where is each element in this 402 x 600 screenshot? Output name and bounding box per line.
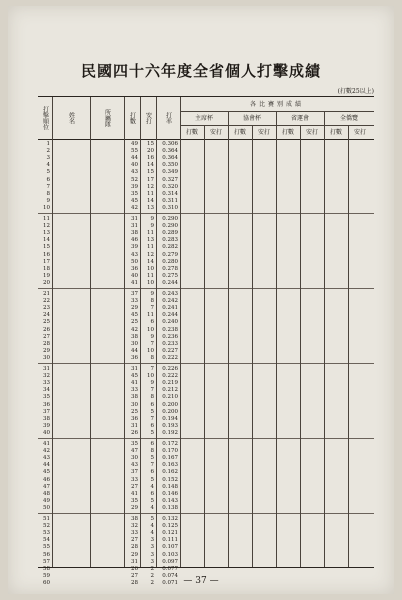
cell-avg: 0.280 — [162, 258, 178, 265]
cell-rank: 31 — [43, 366, 50, 372]
cell-rank: 60 — [43, 579, 50, 586]
cell-rank: 3 — [46, 155, 50, 162]
cell-h: 8 — [150, 394, 154, 401]
grid-line — [180, 111, 374, 112]
cell-ab: 31 — [131, 216, 138, 222]
stats-table — [38, 96, 374, 586]
cell-ab: 27 — [131, 483, 138, 490]
cell-rank: 33 — [43, 380, 50, 387]
header-sub-3: 全僑覽 — [339, 114, 358, 122]
cell-ab: 25 — [131, 408, 138, 415]
cell-avg: 0.152 — [162, 476, 178, 483]
cell-rank: 32 — [43, 373, 50, 380]
cell-avg: 0.244 — [162, 312, 178, 319]
cell-h: 2 — [150, 579, 154, 586]
cell-ab: 36 — [131, 354, 138, 361]
cell-h: 10 — [147, 279, 154, 286]
cell-avg: 0.200 — [162, 408, 178, 415]
cell-rank: 7 — [46, 183, 50, 190]
cell-avg: 0.200 — [162, 401, 178, 408]
cell-avg: 0.327 — [162, 176, 178, 183]
cell-ab: 36 — [131, 265, 138, 272]
cell-avg: 0.290 — [162, 216, 178, 222]
cell-ab: 47 — [131, 448, 138, 455]
cell-ab: 27 — [131, 537, 138, 544]
cell-h: 20 — [147, 148, 154, 155]
header-subcol-3-1: 安打 — [353, 128, 366, 136]
cell-rank: 56 — [43, 551, 50, 558]
cell-avg: 0.238 — [162, 326, 178, 333]
cell-ab: 25 — [131, 319, 138, 326]
cell-h: 3 — [150, 551, 154, 558]
cell-ab: 50 — [131, 258, 138, 265]
cell-h: 7 — [150, 415, 154, 422]
cell-avg: 0.279 — [162, 251, 178, 258]
cell-avg: 0.132 — [162, 516, 178, 522]
cell-avg: 0.240 — [162, 319, 178, 326]
cell-rank: 10 — [43, 204, 50, 211]
cell-rank: 26 — [43, 326, 50, 333]
cell-avg: 0.074 — [162, 572, 178, 579]
cell-ab: 35 — [131, 441, 138, 447]
cell-avg: 0.219 — [162, 380, 178, 387]
cell-avg: 0.192 — [162, 429, 178, 436]
cell-h: 16 — [147, 155, 154, 162]
cell-avg: 0.310 — [162, 204, 178, 211]
grid-line — [124, 97, 125, 567]
cell-rank: 11 — [43, 216, 50, 222]
cell-h: 5 — [150, 455, 154, 462]
page-number: — 37 — — [183, 576, 219, 586]
cell-h: 2 — [150, 572, 154, 579]
cell-ab: 29 — [131, 504, 138, 511]
grid-line — [90, 97, 91, 567]
grid-line — [252, 125, 253, 567]
cell-ab: 33 — [131, 298, 138, 305]
cell-h: 14 — [147, 258, 154, 265]
cell-h: 4 — [150, 523, 154, 530]
cell-avg: 0.103 — [162, 551, 178, 558]
cell-rank: 18 — [43, 265, 50, 272]
cell-h: 17 — [147, 176, 154, 183]
cell-ab: 52 — [131, 176, 138, 183]
cell-avg: 0.107 — [162, 544, 178, 551]
subnote: (打數25以上) — [337, 88, 374, 95]
cell-h: 11 — [147, 230, 154, 237]
cell-rank: 58 — [43, 565, 50, 572]
cell-rank: 27 — [43, 333, 50, 340]
header-subcol-1-0: 打數 — [233, 128, 246, 136]
cell-rank: 6 — [46, 176, 50, 183]
cell-ab: 40 — [131, 162, 138, 169]
cell-ab: 26 — [131, 429, 138, 436]
cell-h: 14 — [147, 197, 154, 204]
cell-rank: 46 — [43, 476, 50, 483]
cell-ab: 28 — [131, 544, 138, 551]
cell-rank: 47 — [43, 483, 50, 490]
cell-avg: 0.278 — [162, 265, 178, 272]
cell-ab: 45 — [131, 373, 138, 380]
cell-h: 10 — [147, 326, 154, 333]
cell-h: 6 — [150, 401, 154, 408]
cell-ab: 45 — [131, 312, 138, 319]
cell-avg: 0.282 — [162, 244, 178, 251]
cell-h: 8 — [150, 298, 154, 305]
cell-avg: 0.138 — [162, 504, 178, 511]
cell-avg: 0.121 — [162, 530, 178, 537]
cell-rank: 52 — [43, 523, 50, 530]
cell-avg: 0.077 — [162, 565, 178, 572]
cell-rank: 42 — [43, 448, 50, 455]
cell-ab: 31 — [131, 422, 138, 429]
header-name: 姓名 — [67, 112, 75, 124]
cell-rank: 9 — [46, 197, 50, 204]
header-sub-0: 主席杯 — [194, 114, 213, 122]
cell-h: 12 — [147, 251, 154, 258]
cell-rank: 2 — [46, 148, 50, 155]
cell-ab: 39 — [131, 244, 138, 251]
cell-h: 9 — [150, 223, 154, 230]
cell-h: 15 — [147, 141, 154, 147]
cell-ab: 41 — [131, 490, 138, 497]
cell-h: 13 — [147, 204, 154, 211]
cell-ab: 29 — [131, 305, 138, 312]
cell-rank: 57 — [43, 558, 50, 565]
cell-h: 4 — [150, 504, 154, 511]
grid-line — [324, 111, 325, 567]
cell-h: 11 — [147, 272, 154, 279]
cell-h: 5 — [150, 429, 154, 436]
cell-ab: 28 — [131, 579, 138, 586]
cell-avg: 0.350 — [162, 162, 178, 169]
cell-rank: 43 — [43, 455, 50, 462]
cell-ab: 39 — [131, 183, 138, 190]
cell-ab: 46 — [131, 237, 138, 244]
page-title: 民國四十六年度全省個人打擊成績 — [80, 62, 321, 80]
header-hits: 安打 — [144, 112, 152, 124]
cell-rank: 50 — [43, 504, 50, 511]
cell-avg: 0.212 — [162, 387, 178, 394]
header-team: 所屬隊 — [103, 109, 111, 127]
cell-h: 7 — [150, 340, 154, 347]
cell-avg: 0.364 — [162, 155, 178, 162]
cell-avg: 0.194 — [162, 415, 178, 422]
cell-h: 13 — [147, 237, 154, 244]
cell-rank: 17 — [43, 258, 50, 265]
grid-line — [348, 125, 349, 567]
cell-ab: 37 — [131, 291, 138, 297]
cell-h: 7 — [150, 366, 154, 372]
cell-h: 4 — [150, 483, 154, 490]
cell-h: 9 — [150, 380, 154, 387]
cell-avg: 0.097 — [162, 558, 178, 565]
cell-h: 3 — [150, 537, 154, 544]
cell-h: 9 — [150, 291, 154, 297]
cell-ab: 42 — [131, 326, 138, 333]
cell-ab: 33 — [131, 530, 138, 537]
cell-h: 5 — [150, 408, 154, 415]
cell-avg: 0.364 — [162, 148, 178, 155]
cell-rank: 4 — [46, 162, 50, 169]
cell-avg: 0.314 — [162, 190, 178, 197]
cell-h: 10 — [147, 265, 154, 272]
grid-line — [300, 125, 301, 567]
cell-rank: 29 — [43, 347, 50, 354]
cell-ab: 45 — [131, 197, 138, 204]
cell-h: 5 — [150, 516, 154, 522]
cell-ab: 49 — [131, 141, 138, 147]
cell-avg: 0.311 — [162, 197, 178, 204]
cell-h: 11 — [147, 190, 154, 197]
cell-ab: 44 — [131, 155, 138, 162]
header-sub-1: 協會杯 — [242, 114, 261, 122]
cell-h: 2 — [150, 565, 154, 572]
cell-ab: 40 — [131, 272, 138, 279]
cell-avg: 0.242 — [162, 298, 178, 305]
cell-avg: 0.290 — [162, 223, 178, 230]
cell-avg: 0.163 — [162, 462, 178, 469]
cell-rank: 8 — [46, 190, 50, 197]
cell-avg: 0.162 — [162, 469, 178, 476]
cell-rank: 21 — [43, 291, 50, 297]
cell-ab: 38 — [131, 394, 138, 401]
cell-ab: 26 — [131, 565, 138, 572]
cell-h: 3 — [150, 558, 154, 565]
cell-rank: 40 — [43, 429, 50, 436]
cell-rank: 34 — [43, 387, 50, 394]
cell-rank: 44 — [43, 462, 50, 469]
cell-avg: 0.172 — [162, 441, 178, 447]
cell-avg: 0.170 — [162, 448, 178, 455]
cell-rank: 55 — [43, 544, 50, 551]
cell-h: 5 — [150, 497, 154, 504]
cell-rank: 23 — [43, 305, 50, 312]
cell-rank: 25 — [43, 319, 50, 326]
cell-avg: 0.226 — [162, 366, 178, 372]
cell-ab: 27 — [131, 572, 138, 579]
cell-ab: 38 — [131, 516, 138, 522]
cell-rank: 20 — [43, 279, 50, 286]
cell-ab: 31 — [131, 366, 138, 372]
cell-avg: 0.236 — [162, 333, 178, 340]
cell-rank: 39 — [43, 422, 50, 429]
cell-avg: 0.111 — [162, 537, 178, 544]
cell-ab: 35 — [131, 497, 138, 504]
cell-ab: 32 — [131, 523, 138, 530]
cell-h: 8 — [150, 448, 154, 455]
cell-avg: 0.167 — [162, 455, 178, 462]
cell-rank: 48 — [43, 490, 50, 497]
cell-h: 10 — [147, 347, 154, 354]
cell-rank: 15 — [43, 244, 50, 251]
cell-avg: 0.210 — [162, 394, 178, 401]
cell-ab: 33 — [131, 387, 138, 394]
cell-h: 12 — [147, 183, 154, 190]
cell-ab: 38 — [131, 333, 138, 340]
cell-rank: 41 — [43, 441, 50, 447]
cell-avg: 0.227 — [162, 347, 178, 354]
grid-line — [180, 97, 181, 567]
header-subcol-2-0: 打數 — [281, 128, 294, 136]
cell-rank: 54 — [43, 537, 50, 544]
cell-avg: 0.193 — [162, 422, 178, 429]
cell-rank: 51 — [43, 516, 50, 522]
cell-h: 9 — [150, 333, 154, 340]
cell-h: 6 — [150, 319, 154, 326]
cell-rank: 38 — [43, 415, 50, 422]
cell-rank: 30 — [43, 354, 50, 361]
cell-ab: 30 — [131, 455, 138, 462]
grid-line — [52, 97, 53, 567]
cell-rank: 28 — [43, 340, 50, 347]
cell-rank: 59 — [43, 572, 50, 579]
header-sub-2: 省運會 — [290, 114, 309, 122]
cell-h: 11 — [147, 244, 154, 251]
cell-h: 6 — [150, 490, 154, 497]
cell-avg: 0.222 — [162, 373, 178, 380]
cell-rank: 36 — [43, 401, 50, 408]
cell-h: 9 — [150, 216, 154, 222]
grid-line — [228, 111, 229, 567]
cell-ab: 30 — [131, 401, 138, 408]
cell-rank: 45 — [43, 469, 50, 476]
grid-line — [204, 125, 205, 567]
cell-h: 14 — [147, 162, 154, 169]
grid-line — [156, 97, 157, 567]
cell-ab: 55 — [131, 148, 138, 155]
cell-rank: 35 — [43, 394, 50, 401]
cell-ab: 33 — [131, 476, 138, 483]
cell-h: 7 — [150, 305, 154, 312]
cell-avg: 0.143 — [162, 497, 178, 504]
cell-avg: 0.071 — [162, 579, 178, 586]
cell-ab: 43 — [131, 169, 138, 176]
cell-rank: 19 — [43, 272, 50, 279]
cell-ab: 35 — [131, 190, 138, 197]
cell-rank: 14 — [43, 237, 50, 244]
cell-h: 7 — [150, 462, 154, 469]
cell-h: 8 — [150, 354, 154, 361]
cell-h: 6 — [150, 422, 154, 429]
cell-rank: 53 — [43, 530, 50, 537]
header-at-bats: 打數 — [128, 112, 136, 124]
cell-rank: 13 — [43, 230, 50, 237]
cell-avg: 0.125 — [162, 523, 178, 530]
header-subcol-1-1: 安打 — [257, 128, 270, 136]
cell-avg: 0.148 — [162, 483, 178, 490]
cell-avg: 0.306 — [162, 141, 178, 147]
header-subcol-2-1: 安打 — [305, 128, 318, 136]
header-group: 各比賽別成績 — [249, 100, 304, 108]
cell-ab: 30 — [131, 340, 138, 347]
cell-ab: 42 — [131, 204, 138, 211]
cell-avg: 0.146 — [162, 490, 178, 497]
cell-ab: 43 — [131, 251, 138, 258]
cell-ab: 37 — [131, 469, 138, 476]
cell-ab: 36 — [131, 415, 138, 422]
cell-avg: 0.233 — [162, 340, 178, 347]
header-subcol-0-0: 打數 — [185, 128, 198, 136]
cell-ab: 41 — [131, 380, 138, 387]
cell-rank: 22 — [43, 298, 50, 305]
cell-avg: 0.283 — [162, 237, 178, 244]
cell-avg: 0.244 — [162, 279, 178, 286]
document-page — [8, 6, 394, 594]
cell-ab: 38 — [131, 230, 138, 237]
cell-avg: 0.222 — [162, 354, 178, 361]
grid-line — [276, 111, 277, 567]
cell-avg: 0.320 — [162, 183, 178, 190]
cell-rank: 24 — [43, 312, 50, 319]
cell-avg: 0.349 — [162, 169, 178, 176]
cell-h: 15 — [147, 169, 154, 176]
cell-h: 3 — [150, 544, 154, 551]
cell-h: 6 — [150, 441, 154, 447]
cell-rank: 49 — [43, 497, 50, 504]
cell-ab: 43 — [131, 462, 138, 469]
cell-rank: 5 — [46, 169, 50, 176]
cell-rank: 37 — [43, 408, 50, 415]
cell-avg: 0.243 — [162, 291, 178, 297]
cell-ab: 29 — [131, 551, 138, 558]
cell-ab: 31 — [131, 223, 138, 230]
cell-ab: 31 — [131, 558, 138, 565]
cell-ab: 44 — [131, 347, 138, 354]
cell-h: 11 — [147, 312, 154, 319]
header-avg: 打率 — [164, 112, 172, 124]
cell-h: 5 — [150, 476, 154, 483]
cell-ab: 41 — [131, 279, 138, 286]
cell-h: 10 — [147, 373, 154, 380]
cell-rank: 1 — [46, 141, 50, 147]
cell-h: 6 — [150, 469, 154, 476]
cell-avg: 0.289 — [162, 230, 178, 237]
cell-avg: 0.275 — [162, 272, 178, 279]
header-subcol-3-0: 打數 — [329, 128, 342, 136]
grid-line — [180, 125, 374, 126]
header-rank: 打擊順位 — [41, 106, 49, 130]
cell-avg: 0.241 — [162, 305, 178, 312]
cell-rank: 12 — [43, 223, 50, 230]
cell-h: 4 — [150, 530, 154, 537]
cell-rank: 16 — [43, 251, 50, 258]
header-subcol-0-1: 安打 — [209, 128, 222, 136]
cell-h: 7 — [150, 387, 154, 394]
grid-line — [140, 97, 141, 567]
